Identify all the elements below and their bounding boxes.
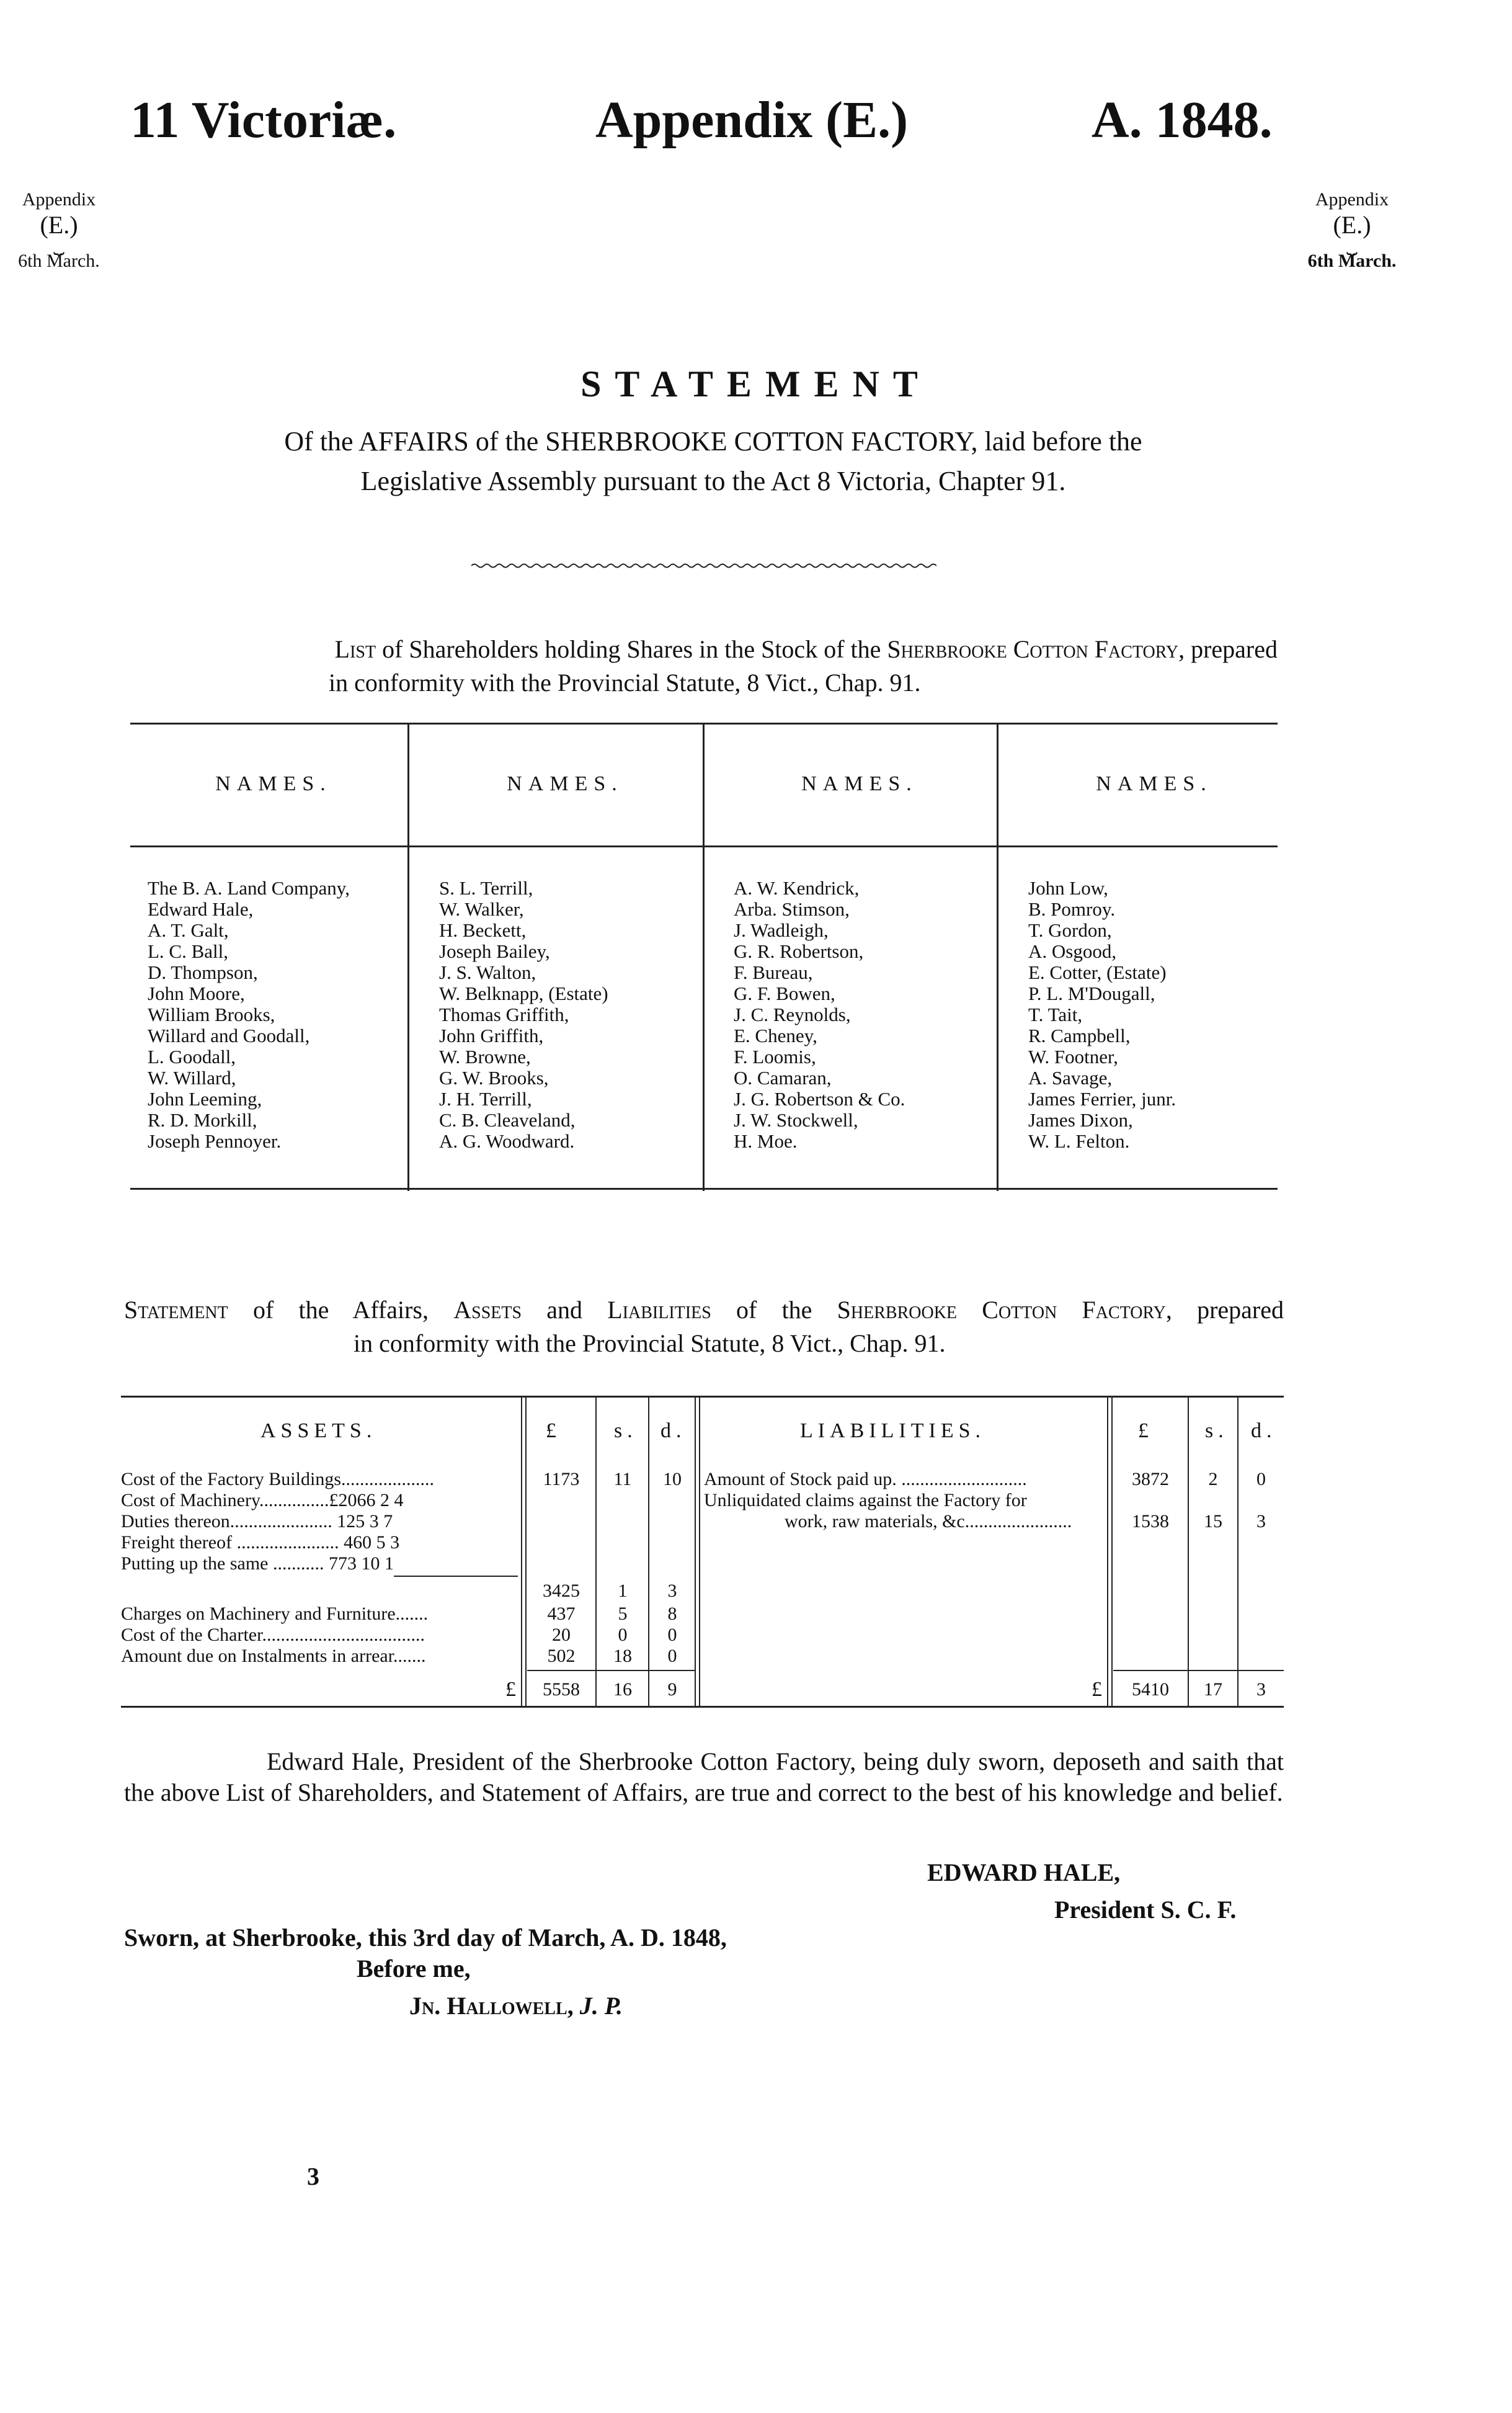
- asset-shillings: 1: [618, 1581, 628, 1601]
- header-left: 11 Victoriæ.: [130, 91, 397, 149]
- column-divider: [1188, 1396, 1189, 1706]
- statement-intro-assets: Assets: [453, 1296, 522, 1324]
- page-number: 3: [307, 2162, 319, 2190]
- list-item: John Griffith,: [439, 1025, 544, 1046]
- side-note-left: [12, 189, 105, 272]
- col-pence-header: d.: [1251, 1419, 1277, 1442]
- list-intro-text: of Shareholders holding Shares in the Stock of the: [376, 635, 887, 663]
- list-item: James Ferrier, junr.: [1028, 1088, 1176, 1110]
- list-intro-text: , prepared: [1178, 635, 1278, 663]
- liability-total-shillings: 17: [1204, 1679, 1222, 1700]
- list-item: A. G. Woodward.: [439, 1130, 575, 1152]
- side-note-date: 6th March.: [18, 250, 100, 271]
- list-item: John Moore,: [148, 983, 245, 1004]
- list-item: S. L. Terrill,: [439, 877, 533, 899]
- list-item: E. Cheney,: [734, 1025, 817, 1046]
- list-intro-line2: in conformity with the Provincial Statute, 8 Vict., Chap. 91.: [329, 669, 921, 697]
- asset-pounds: 3425: [543, 1581, 580, 1601]
- column-divider: [695, 1396, 700, 1706]
- list-intro-company: Sherbrooke Cotton Factory: [887, 635, 1179, 663]
- side-note-date: 6th March.: [1307, 250, 1397, 271]
- list-item: Willard and Goodall,: [148, 1025, 310, 1046]
- list-item: W. Footner,: [1028, 1046, 1118, 1068]
- sworn-before: Before me,: [357, 1955, 471, 1983]
- column-header: NAMES.: [215, 772, 332, 795]
- col-shillings-header: s.: [1205, 1419, 1229, 1442]
- list-item: G. R. Robertson,: [734, 940, 864, 962]
- asset-pence: 8: [667, 1603, 677, 1624]
- asset-total-pence: 9: [667, 1679, 677, 1700]
- ornamental-rule: [471, 561, 936, 570]
- subtotal-rule: [394, 1576, 518, 1577]
- signature-name: EDWARD HALE,: [927, 1858, 1121, 1886]
- side-note-right: [1299, 189, 1405, 272]
- signature-title: President S. C. F.: [1054, 1896, 1237, 1924]
- list-item: B. Pomroy.: [1028, 898, 1116, 920]
- statement-intro-lead: Statement: [124, 1296, 228, 1324]
- asset-total-shillings: 16: [613, 1679, 632, 1700]
- list-item: J. S. Walton,: [439, 961, 536, 983]
- list-item: John Leeming,: [148, 1088, 262, 1110]
- col-shillings-header: s.: [614, 1419, 638, 1442]
- asset-pence: 0: [667, 1625, 677, 1645]
- side-note-appendix: Appendix: [22, 189, 96, 210]
- col-pence-header: d.: [660, 1419, 687, 1442]
- name-list: [148, 878, 350, 1152]
- liability-pounds: 1538: [1132, 1511, 1169, 1532]
- list-item: John Low,: [1028, 877, 1108, 899]
- asset-shillings: 11: [613, 1469, 632, 1489]
- column-divider: [648, 1396, 649, 1706]
- asset-total-pounds: 5558: [543, 1679, 580, 1700]
- liability-pence: 0: [1256, 1469, 1266, 1489]
- list-item: T. Tait,: [1028, 1004, 1083, 1025]
- list-item: H. Beckett,: [439, 919, 527, 941]
- list-item: L. C. Ball,: [148, 940, 229, 962]
- column-divider: [1107, 1396, 1113, 1706]
- statement-intro-liabilities: Liabilities: [607, 1296, 711, 1324]
- list-item: A. T. Galt,: [148, 919, 229, 941]
- list-item: F. Bureau,: [734, 961, 813, 983]
- list-item: Joseph Bailey,: [439, 940, 550, 962]
- justice-name: Jn. Hallowell,: [409, 1992, 574, 2020]
- asset-pence: 10: [663, 1469, 682, 1489]
- affidavit-text: Edward Hale, President of the Sherbrooke Cotton Factory, being duly sworn, deposeth and saith that the above List of Shareholders, and Statement of Affairs, are true and correct to the best of his knowledge and belief.: [124, 1747, 1284, 1806]
- asset-label: Putting up the same ........... 773 10 1: [121, 1553, 394, 1574]
- list-intro-lead: List: [334, 635, 376, 663]
- list-item: W. Belknapp, (Estate): [439, 983, 608, 1004]
- list-item: F. Loomis,: [734, 1046, 816, 1068]
- list-item: R. D. Morkill,: [148, 1109, 257, 1131]
- asset-label: Cost of the Factory Buildings....................: [121, 1469, 434, 1489]
- asset-label: Cost of the Charter...................................: [121, 1625, 425, 1645]
- subtitle-line: Legislative Assembly pursuant to the Act 8 Victoria, Chapter 91.: [360, 465, 1066, 496]
- list-item: J. C. Reynolds,: [734, 1004, 851, 1025]
- name-list: [439, 878, 608, 1152]
- liability-total-pounds: 5410: [1132, 1679, 1169, 1700]
- list-item: James Dixon,: [1028, 1109, 1133, 1131]
- column-header: NAMES.: [507, 772, 623, 795]
- statement-table: [121, 1396, 1284, 1712]
- list-item: Edward Hale,: [148, 898, 254, 920]
- brace-icon: ⏟: [53, 234, 64, 255]
- statement-intro: [124, 1293, 1284, 1360]
- list-item: J. W. Stockwell,: [734, 1109, 858, 1131]
- asset-pence: 3: [667, 1581, 677, 1601]
- liability-label: Amount of Stock paid up. ...........................: [704, 1469, 1027, 1489]
- table-rule: [121, 1706, 1284, 1708]
- list-item: W. Walker,: [439, 898, 524, 920]
- list-item: A. W. Kendrick,: [734, 877, 860, 899]
- list-item: Thomas Griffith,: [439, 1004, 569, 1025]
- list-item: A. Osgood,: [1028, 940, 1117, 962]
- list-item: J. H. Terrill,: [439, 1088, 532, 1110]
- col-pound-header: £: [1138, 1419, 1154, 1442]
- list-item: A. Savage,: [1028, 1067, 1113, 1089]
- list-item: W. L. Felton.: [1028, 1130, 1130, 1152]
- list-item: J. Wadleigh,: [734, 919, 829, 941]
- list-item: The B. A. Land Company,: [148, 877, 350, 899]
- affidavit: [124, 1746, 1284, 1808]
- header-right: A. 1848.: [1092, 91, 1273, 149]
- list-item: Joseph Pennoyer.: [148, 1130, 282, 1152]
- asset-label: Freight thereof ...................... 460 5 3: [121, 1532, 400, 1553]
- asset-label: Charges on Machinery and Furniture.......: [121, 1603, 429, 1624]
- name-list: [1028, 878, 1176, 1152]
- column-divider: [521, 1396, 527, 1706]
- asset-pounds: 437: [547, 1603, 576, 1624]
- liability-label: Unliquidated claims against the Factory for: [704, 1490, 1027, 1510]
- statement-intro-line2: in conformity with the Provincial Statute, 8 Vict., Chap. 91.: [354, 1329, 946, 1357]
- col-pound-header: £: [546, 1419, 561, 1442]
- asset-pounds: 20: [552, 1625, 571, 1645]
- liability-total-pence: 3: [1256, 1679, 1266, 1700]
- statement-intro-company: Sherbrooke Cotton Factory: [837, 1296, 1166, 1324]
- side-note-appendix: Appendix: [1315, 189, 1389, 210]
- side-note-letter: (E.): [1333, 210, 1371, 239]
- list-item: R. Campbell,: [1028, 1025, 1131, 1046]
- list-item: O. Camaran,: [734, 1067, 832, 1089]
- brace-icon: ⏟: [1346, 234, 1358, 255]
- list-item: P. L. M'Dougall,: [1028, 983, 1155, 1004]
- asset-label: Cost of Machinery...............£2066 2 4: [121, 1490, 404, 1510]
- asset-pounds: 502: [547, 1646, 576, 1666]
- asset-shillings: 18: [613, 1646, 632, 1666]
- sworn-line: Sworn, at Sherbrooke, this 3rd day of March, A. D. 1848,: [124, 1924, 727, 1951]
- list-intro: [149, 633, 1278, 700]
- liability-shillings: 15: [1204, 1511, 1222, 1532]
- subtitle: [124, 422, 1302, 501]
- subtitle-line: Of the AFFAIRS of the SHERBROOKE COTTON FACTORY, laid before the: [284, 426, 1142, 457]
- total-rule: [527, 1670, 695, 1671]
- list-item: E. Cotter, (Estate): [1028, 961, 1167, 983]
- statement-intro-text: of the Affairs,: [228, 1296, 454, 1324]
- side-note-letter: (E.): [40, 210, 78, 239]
- list-item: William Brooks,: [148, 1004, 275, 1025]
- list-item: H. Moe.: [734, 1130, 798, 1152]
- assets-header: ASSETS.: [260, 1419, 377, 1442]
- justice-title: J. P.: [579, 1992, 623, 2020]
- list-item: W. Browne,: [439, 1046, 531, 1068]
- list-item: C. B. Cleaveland,: [439, 1109, 576, 1131]
- list-item: G. F. Bowen,: [734, 983, 835, 1004]
- total-rule: [1113, 1670, 1284, 1671]
- liability-pence: 3: [1256, 1511, 1266, 1532]
- liability-label: work, raw materials, &c.......................: [785, 1511, 1072, 1532]
- liabilities-header: LIABILITIES.: [800, 1419, 986, 1442]
- list-item: Arba. Stimson,: [734, 898, 850, 920]
- column-divider: [595, 1396, 597, 1706]
- asset-total-symbol: £: [505, 1678, 516, 1701]
- list-item: J. G. Robertson & Co.: [734, 1088, 905, 1110]
- asset-label: Duties thereon...................... 125 3 7: [121, 1511, 393, 1532]
- asset-shillings: 5: [618, 1603, 628, 1624]
- asset-shillings: 0: [618, 1625, 628, 1645]
- list-item: L. Goodall,: [148, 1046, 236, 1068]
- shareholders-table: [130, 723, 1278, 1191]
- liability-shillings: 2: [1208, 1469, 1218, 1489]
- page-title: STATEMENT: [580, 364, 932, 404]
- asset-pounds: 1173: [543, 1469, 580, 1489]
- statement-intro-text: and: [522, 1296, 608, 1324]
- liability-pounds: 3872: [1132, 1469, 1169, 1489]
- statement-intro-text: of the: [711, 1296, 837, 1324]
- column-divider: [1237, 1396, 1239, 1706]
- justice-signature: [409, 1991, 623, 2020]
- list-item: G. W. Brooks,: [439, 1067, 549, 1089]
- statement-intro-text: , prepared: [1165, 1296, 1284, 1324]
- name-list: [734, 878, 905, 1152]
- header-center: Appendix (E.): [595, 91, 909, 149]
- column-header: NAMES.: [1096, 772, 1212, 795]
- list-item: T. Gordon,: [1028, 919, 1112, 941]
- liability-total-symbol: £: [1092, 1678, 1102, 1701]
- list-item: D. Thompson,: [148, 961, 258, 983]
- list-item: W. Willard,: [148, 1067, 236, 1089]
- column-header: NAMES.: [801, 772, 918, 795]
- asset-label: Amount due on Instalments in arrear.......: [121, 1646, 426, 1666]
- asset-pence: 0: [667, 1646, 677, 1666]
